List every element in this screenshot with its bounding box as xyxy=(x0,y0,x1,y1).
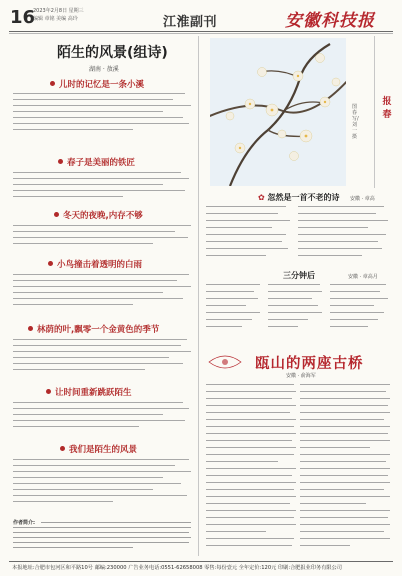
author-note xyxy=(13,522,192,552)
poem-title: ✿ 忽然是一首不老的诗 xyxy=(258,193,340,202)
poem-title: 三分钟后 xyxy=(283,271,315,280)
masthead-name: 安徽科技报 xyxy=(285,11,375,31)
article-body-col-2 xyxy=(300,384,390,552)
side-divider xyxy=(374,36,375,188)
poem-text-col-1 xyxy=(206,206,292,262)
poem-subheading: 我们是陌生的风景 xyxy=(60,443,137,455)
article-author: 湖南 · 敖溪 xyxy=(89,66,119,73)
poem-author: 安徽 · 章高月 xyxy=(348,274,378,280)
poem-subheading: 春子是美丽的铁匠 xyxy=(58,156,135,168)
poem-body xyxy=(13,459,192,507)
section-title: 江淮副刊 xyxy=(163,15,218,30)
poem-text-col-2 xyxy=(268,284,324,333)
poem-text-col-2 xyxy=(298,206,390,262)
poem-subheading: 让时间重新跳跃陌生 xyxy=(46,386,132,398)
poem-subheading: 儿时的记忆是一条小溪 xyxy=(50,78,144,90)
issue-date: 2023年2月8日 星期三 xyxy=(33,8,84,14)
plum-blossom-photo xyxy=(210,38,346,186)
column-divider xyxy=(198,36,199,556)
poem-subheading: 冬天的夜晚,内存不够 xyxy=(54,209,143,221)
poem-author: 安徽 · 章高 xyxy=(350,196,375,202)
footer-rule xyxy=(9,561,393,562)
poem-body xyxy=(13,402,192,432)
poem-body xyxy=(13,339,192,375)
poem-text-col-1 xyxy=(206,284,262,333)
poem-body xyxy=(13,225,192,249)
newspaper-masthead xyxy=(285,6,375,31)
decorative-ornament xyxy=(206,352,244,372)
side-label: 报 春 xyxy=(382,97,392,120)
article-body-col-1 xyxy=(206,384,296,552)
poem-text-col-3 xyxy=(330,284,390,333)
photo-caption: 图春 写/刘 一 摄 xyxy=(352,104,359,140)
main-article-title: 瓯山的两座古桥 xyxy=(255,355,364,372)
poem-subheading: 林荫的叶,飘零一个金黄色的季节 xyxy=(28,323,159,335)
poem-subheading: 小鸟撞击着透明的白雨 xyxy=(48,258,142,270)
header-rule-thin xyxy=(9,33,393,34)
footer-imprint: 本报地址:合肥市包河区和平路10号 邮编:230000 广告业务电话:0551-62658008 零售:每份壹元 全年定价:120元 印刷:合肥报业印务有限公司 xyxy=(12,565,342,571)
main-article-author: 安徽 · 俞海军 xyxy=(286,373,316,379)
article-title: 陌生的风景(组诗) xyxy=(57,45,168,61)
editor-credit: 编辑 章铭 美编 高玲 xyxy=(33,16,78,22)
header-rule xyxy=(9,31,393,32)
poem-body xyxy=(13,274,192,310)
poem-body xyxy=(13,93,192,135)
author-note-label: 作者简介: xyxy=(13,520,35,526)
poem-body xyxy=(13,172,192,202)
page-number: 16 xyxy=(10,7,36,28)
